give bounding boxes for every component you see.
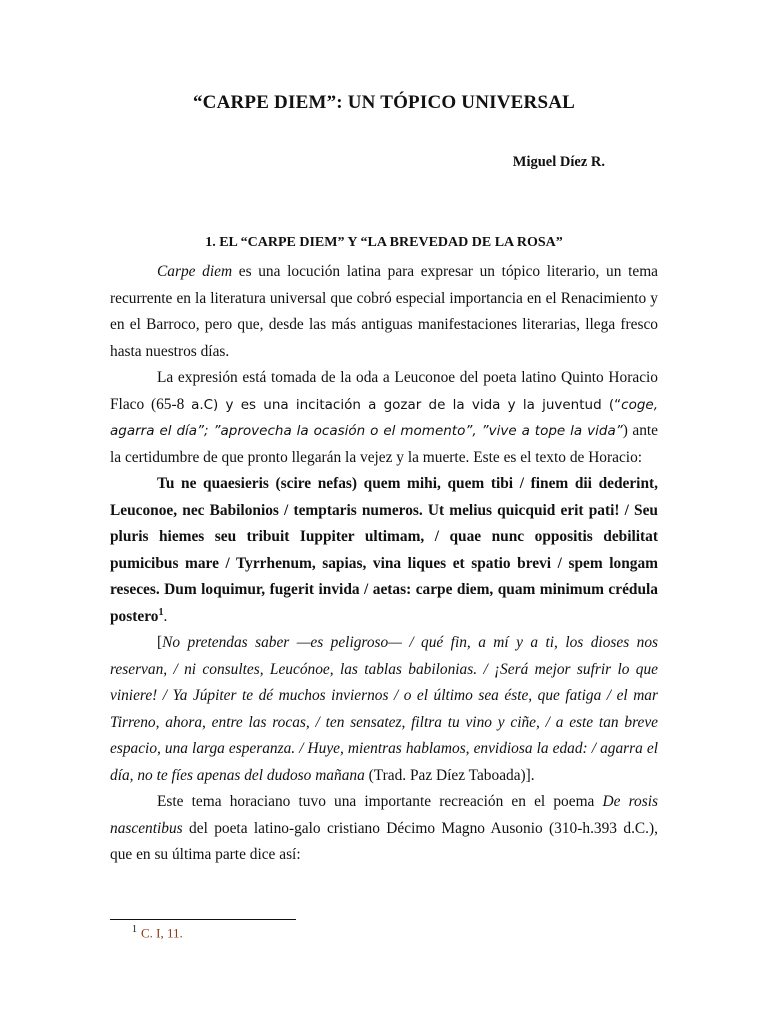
latin-quote-end: . [163,607,168,625]
latin-quote-text: Tu ne quaesieris (scire nefas) quem mihi, quem tibi / finem dii dederint, Leuconoe, nec Babilonios / temptaris numeros. Ut melius quicquid erit pati! / Seu pluris hiemes seu tribuit Iuppiter ultimam, / quae nunc oppositis debilitat pumicibus mare / Tyrrhenum, sapias, vina liques et spatio brevi / spem longam reseces. Dum loquimur, fugerit invida / aetas: carpe diem, quam minimum crédula postero [110,475,658,625]
section-heading: 1. EL “CARPE DIEM” Y “LA BREVEDAD DE LA ROSA” [205,235,563,250]
paragraph-2-text-c: ) ante la certidumbre de que pronto llegarán la vejez y la muerte. Este es el texto de Horacio: [110,422,659,466]
footnote-reference[interactable]: 1 [158,606,164,618]
work-title: De rosis nascentibus [110,793,658,837]
paragraph-1 [110,259,658,365]
translation-open: [ [157,634,163,651]
paragraph-2-text-a: La expresión está tomada de la oda a Leuconoe del poeta latino Quinto Horacio Flaco (65-8 [110,369,658,413]
body-text [110,259,658,869]
latin-quote [110,471,658,630]
term-carpe-diem: Carpe diem [157,263,233,280]
page-title: “CARPE DIEM”: UN TÓPICO UNIVERSAL [192,92,576,113]
paragraph-3 [110,789,658,869]
footnote [132,924,183,941]
paragraph-2-quote: coge, agarra el día”; ”aprovecha la ocasión o el momento”, ”vive a tope la vida” [110,396,658,439]
author-name: Miguel Díez R. [512,154,605,170]
footnote-divider [110,919,296,920]
footnote-mark: 1 [132,924,137,935]
translation-credit: (Trad. Paz Díez Taboada)]. [364,766,535,784]
paragraph-1-text: es una locución latina para expresar un tópico literario, un tema recurrente en la literatura universal que cobró especial importancia en el Renacimiento y en el Barroco, pero que, desde las más antiguas manifestaciones literarias, llega fresco hasta nuestros días. [110,263,659,360]
footnote-text: C. I, 11. [141,925,183,941]
translation-text: No pretendas saber —es peligroso— / qué fin, a mí y a ti, los dioses nos reservan, / ni consultes, Leucónoe, las tablas babilonias. / ¡Será mejor sufrir lo que viniere! / Ya Júpiter te dé muchos inviernos / o el último sea éste, que fatiga / el mar Tirreno, ahora, entre las rocas, / ten sensatez, filtra tu vino y ciñe, / a este tan breve espacio, una larga esperanza. / Huye, mientras hablamos, envidiosa la edad: / agarra el día, no te fíes apenas del dudoso mañana [110,634,658,784]
paragraph-3-text-b: del poeta latino-galo cristiano Décimo Magno Ausonio (310-h.393 d.C.), que en su última parte dice así: [110,819,658,863]
paragraph-2 [110,365,658,471]
paragraph-2-text-b: a.C) y es una incitación a gozar de la vida y la juventud (“ [191,396,622,413]
paragraph-3-text-a: Este tema horaciano tuvo una importante recreación en el poema [157,793,603,810]
translation-paragraph [110,630,658,789]
